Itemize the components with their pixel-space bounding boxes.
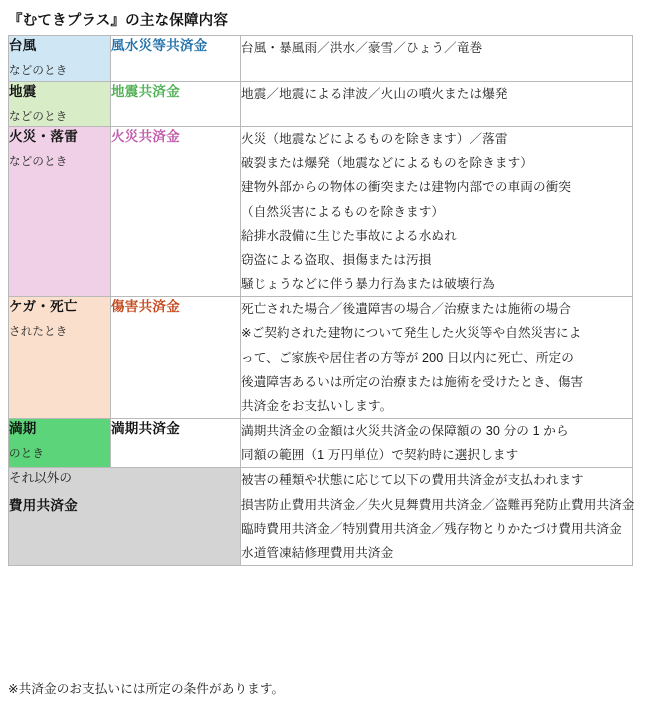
benefit-name: 地震共済金 bbox=[111, 83, 180, 99]
benefit-cell-maturity bbox=[111, 419, 241, 468]
trigger-cell-other bbox=[9, 468, 241, 566]
detail-line: ※ご契約された建物について発生した火災等や自然災害によ bbox=[241, 326, 582, 341]
detail-line: 臨時費用共済金／特別費用共済金／残存物とりかたづけ費用共済金 bbox=[241, 521, 622, 536]
table-row bbox=[9, 127, 633, 297]
benefit-name: 満期共済金 bbox=[111, 421, 180, 437]
benefit-cell-injury bbox=[111, 297, 241, 419]
trigger-cell-injury bbox=[9, 297, 111, 419]
trigger-cell-earthquake bbox=[9, 81, 111, 127]
detail-line: 水道管凍結修理費用共済金 bbox=[241, 545, 394, 560]
table-row bbox=[9, 419, 633, 468]
detail-line: 地震／地震による津波／火山の噴火または爆発 bbox=[241, 86, 508, 101]
detail-line: 同額の範囲（1 万円単位）で契約時に選択します bbox=[241, 448, 519, 463]
detail-line: 破裂または爆発（地震などによるものを除きます） bbox=[241, 156, 533, 171]
trigger-subtitle: のとき bbox=[9, 448, 45, 461]
detail-line: 騒じょうなどに伴う暴力行為または破壊行為 bbox=[241, 277, 495, 292]
detail-cell-earthquake bbox=[241, 81, 633, 127]
detail-line: 給排水設備に生じた事故による水ぬれ bbox=[241, 228, 457, 243]
table-row bbox=[9, 81, 633, 127]
benefit-cell-typhoon bbox=[111, 36, 241, 82]
trigger-cell-typhoon bbox=[9, 36, 111, 82]
detail-line: 満期共済金の金額は火災共済金の保障額の 30 分の 1 から bbox=[241, 424, 569, 439]
trigger-subtitle: などのとき bbox=[9, 110, 68, 123]
benefit-name: 火災共済金 bbox=[111, 129, 180, 144]
table-row bbox=[9, 297, 633, 419]
trigger-subtitle: されたとき bbox=[9, 326, 68, 339]
detail-cell-injury bbox=[241, 297, 633, 419]
footnote: ※共済金のお支払いには所定の条件があります。 bbox=[8, 682, 285, 696]
trigger-title: 火災・落雷 bbox=[9, 129, 78, 144]
table-row bbox=[9, 36, 633, 82]
other-label-top: それ以外の bbox=[9, 471, 72, 486]
trigger-title: 地震 bbox=[9, 83, 37, 99]
benefit-cell-earthquake bbox=[111, 81, 241, 127]
detail-cell-maturity bbox=[241, 419, 633, 468]
trigger-title: 台風 bbox=[9, 38, 37, 53]
benefit-name: 傷害共済金 bbox=[111, 299, 180, 315]
trigger-cell-maturity bbox=[9, 419, 111, 468]
detail-line: （自然災害によるものを除きます） bbox=[241, 204, 445, 219]
trigger-subtitle: などのとき bbox=[9, 65, 68, 78]
detail-line: 火災（地震などによるものを除きます）／落雷 bbox=[241, 132, 508, 146]
detail-line: 共済金をお支払いします。 bbox=[241, 398, 393, 413]
trigger-subtitle: などのとき bbox=[9, 156, 68, 169]
detail-line: 死亡された場合／後遺障害の場合／治療または施術の場合 bbox=[241, 302, 572, 317]
detail-cell-typhoon bbox=[241, 36, 633, 82]
detail-line: 後遺障害あるいは所定の治療または施術を受けたとき、傷害 bbox=[241, 374, 584, 389]
trigger-cell-fire bbox=[9, 127, 111, 297]
detail-line: 窃盗による盗取、損傷または汚損 bbox=[241, 252, 432, 267]
detail-cell-other bbox=[241, 468, 633, 566]
detail-line: 台風・暴風雨／洪水／豪雪／ひょう／竜巻 bbox=[241, 41, 483, 55]
other-label-bottom: 費用共済金 bbox=[9, 497, 78, 513]
detail-line: って、ご家族や居住者の方等が 200 日以内に死亡、所定の bbox=[241, 350, 574, 365]
benefit-name: 風水災等共済金 bbox=[111, 38, 208, 53]
coverage-table-body bbox=[9, 36, 633, 566]
detail-line: 損害防止費用共済金／失火見舞費用共済金／盗難再発防止費用共済金 bbox=[241, 497, 635, 512]
page-title: 『むてきプラス』の主な保障内容 bbox=[8, 13, 229, 29]
table-row bbox=[9, 468, 633, 566]
benefit-cell-fire bbox=[111, 127, 241, 297]
trigger-title: 満期 bbox=[9, 421, 37, 437]
trigger-title: ケガ・死亡 bbox=[9, 299, 78, 315]
detail-line: 建物外部からの物体の衝突または建物内部での車両の衝突 bbox=[241, 180, 572, 195]
detail-line: 被害の種類や状態に応じて以下の費用共済金が支払われます bbox=[241, 473, 584, 488]
detail-cell-fire bbox=[241, 127, 633, 297]
coverage-table bbox=[8, 35, 633, 566]
